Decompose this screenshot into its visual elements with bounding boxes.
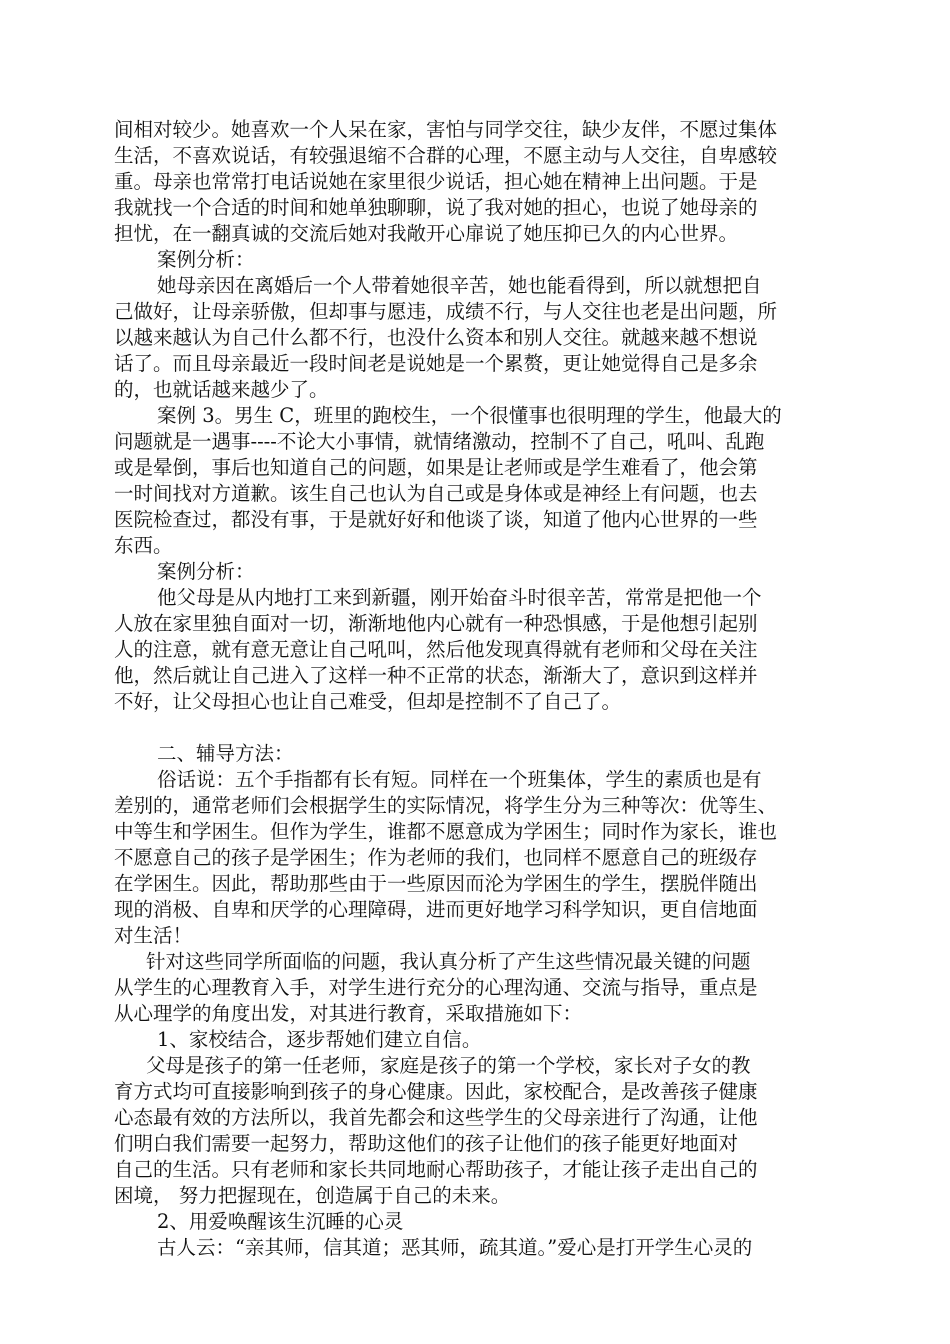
paragraph-line: 古人云：“亲其师，信其道；恶其师，疏其道。”爱心是打开学生心灵的 [157,1236,753,1259]
paragraph-line: 她母亲因在离婚后一个人带着她很辛苦，她也能看得到，所以就想把自 [157,274,762,297]
paragraph-line: 担忧，在一翻真诚的交流后她对我敞开心扉说了她压抑已久的内心世界。 [114,222,739,245]
paragraph-line: 医院检查过，都没有事，于是就好好和他谈了谈，知道了他内心世界的一些 [114,508,758,531]
section-heading: 二、辅导方法： [157,742,294,765]
paragraph-line: 他，然后就让自己进入了这样一种不正常的状态，渐渐大了，意识到这样并 [114,664,758,687]
section-heading: 1、家校结合，逐步帮她们建立自信。 [157,1028,482,1051]
paragraph-line: 己做好，让母亲骄傲，但却事与愿违，成绩不行，与人交往也老是出问题，所 [114,300,778,323]
paragraph-line: 心态最有效的方法所以，我首先都会和这些学生的父母亲进行了沟通，让他 [114,1106,758,1129]
paragraph-line: 育方式均可直接影响到孩子的身心健康。因此，家校配合，是改善孩子健康 [114,1080,758,1103]
paragraph-line: 的，也就话越来越少了。 [114,378,329,401]
paragraph-line: 案例 3。男生 C，班里的跑校生，一个很懂事也很明理的学生，他最大的 [157,404,782,427]
paragraph-line: 自己的生活。只有老师和家长共同地耐心帮助孩子，才能让孩子走出自己的 [114,1158,758,1181]
paragraph-line: 一时间找对方道歉。该生自己也认为自己或是身体或是神经上有问题，也去 [114,482,758,505]
paragraph-line: 他父母是从内地打工来到新疆，刚开始奋斗时很辛苦，常常是把他一个 [157,586,762,609]
section-heading: 案例分析： [157,560,255,583]
paragraph-line: 或是晕倒，事后也知道自己的问题，如果是让老师或是学生难看了，他会第 [114,456,758,479]
paragraph-line: 我就找一个合适的时间和她单独聊聊，说了我对她的担心，也说了她母亲的 [114,196,758,219]
paragraph-line: 生活，不喜欢说话，有较强退缩不合群的心理，不愿主动与人交往，自卑感较 [114,144,778,167]
paragraph-line: 以越来越认为自己什么都不行，也没什么资本和别人交往。就越来越不想说 [114,326,758,349]
paragraph-line: 现的消极、自卑和厌学的心理障碍，进而更好地学习科学知识，更自信地面 [114,898,758,921]
section-heading: 案例分析： [157,248,255,271]
paragraph-line: 父母是孩子的第一任老师，家庭是孩子的第一个学校，家长对子女的教 [146,1054,751,1077]
paragraph-line: 话了。而且母亲最近一段时间老是说她是一个累赘，更让她觉得自己是多余 [114,352,758,375]
paragraph-line: 从心理学的角度出发，对其进行教育，采取措施如下： [114,1002,583,1025]
paragraph-line: 中等生和学困生。但作为学生，谁都不愿意成为学困生；同时作为家长，谁也 [114,820,778,843]
paragraph-line: 不愿意自己的孩子是学困生；作为老师的我们，也同样不愿意自己的班级存 [114,846,758,869]
paragraph-line: 们明白我们需要一起努力，帮助这他们的孩子让他们的孩子能更好地面对 [114,1132,739,1155]
paragraph-line: 在学困生。因此，帮助那些由于一些原因而沦为学困生的学生，摆脱伴随出 [114,872,758,895]
paragraph-line: 针对这些同学所面临的问题，我认真分析了产生这些情况最关键的问题 [146,950,751,973]
paragraph-line: 重。母亲也常常打电话说她在家里很少说话，担心她在精神上出问题。于是 [114,170,758,193]
paragraph-line: 人的注意，就有意无意让自己吼叫，然后他发现真得就有老师和父母在关注 [114,638,758,661]
paragraph-line: 问题就是一遇事----不论大小事情，就情绪激动，控制不了自己，吼叫、乱跑 [114,430,765,453]
paragraph-line: 东西。 [114,534,173,557]
paragraph-line: 人放在家里独自面对一切，渐渐地他内心就有一种恐惧感，于是他想引起别 [114,612,758,635]
paragraph-line: 从学生的心理教育入手，对学生进行充分的心理沟通、交流与指导，重点是 [114,976,758,999]
paragraph-line: 俗话说：五个手指都有长有短。同样在一个班集体，学生的素质也是有 [157,768,762,791]
paragraph-line: 间相对较少。她喜欢一个人呆在家，害怕与同学交往，缺少友伴，不愿过集体 [114,118,778,141]
paragraph-line: 差别的，通常老师们会根据学生的实际情况，将学生分为三种等次：优等生、 [114,794,778,817]
paragraph-line: 困境， 努力把握现在，创造属于自己的未来。 [114,1184,511,1207]
paragraph-line: 不好，让父母担心也让自己难受，但却是控制不了自己了。 [114,690,622,713]
section-heading: 2、用爱唤醒该生沉睡的心灵 [157,1210,404,1233]
paragraph-line: 对生活！ [114,924,193,947]
